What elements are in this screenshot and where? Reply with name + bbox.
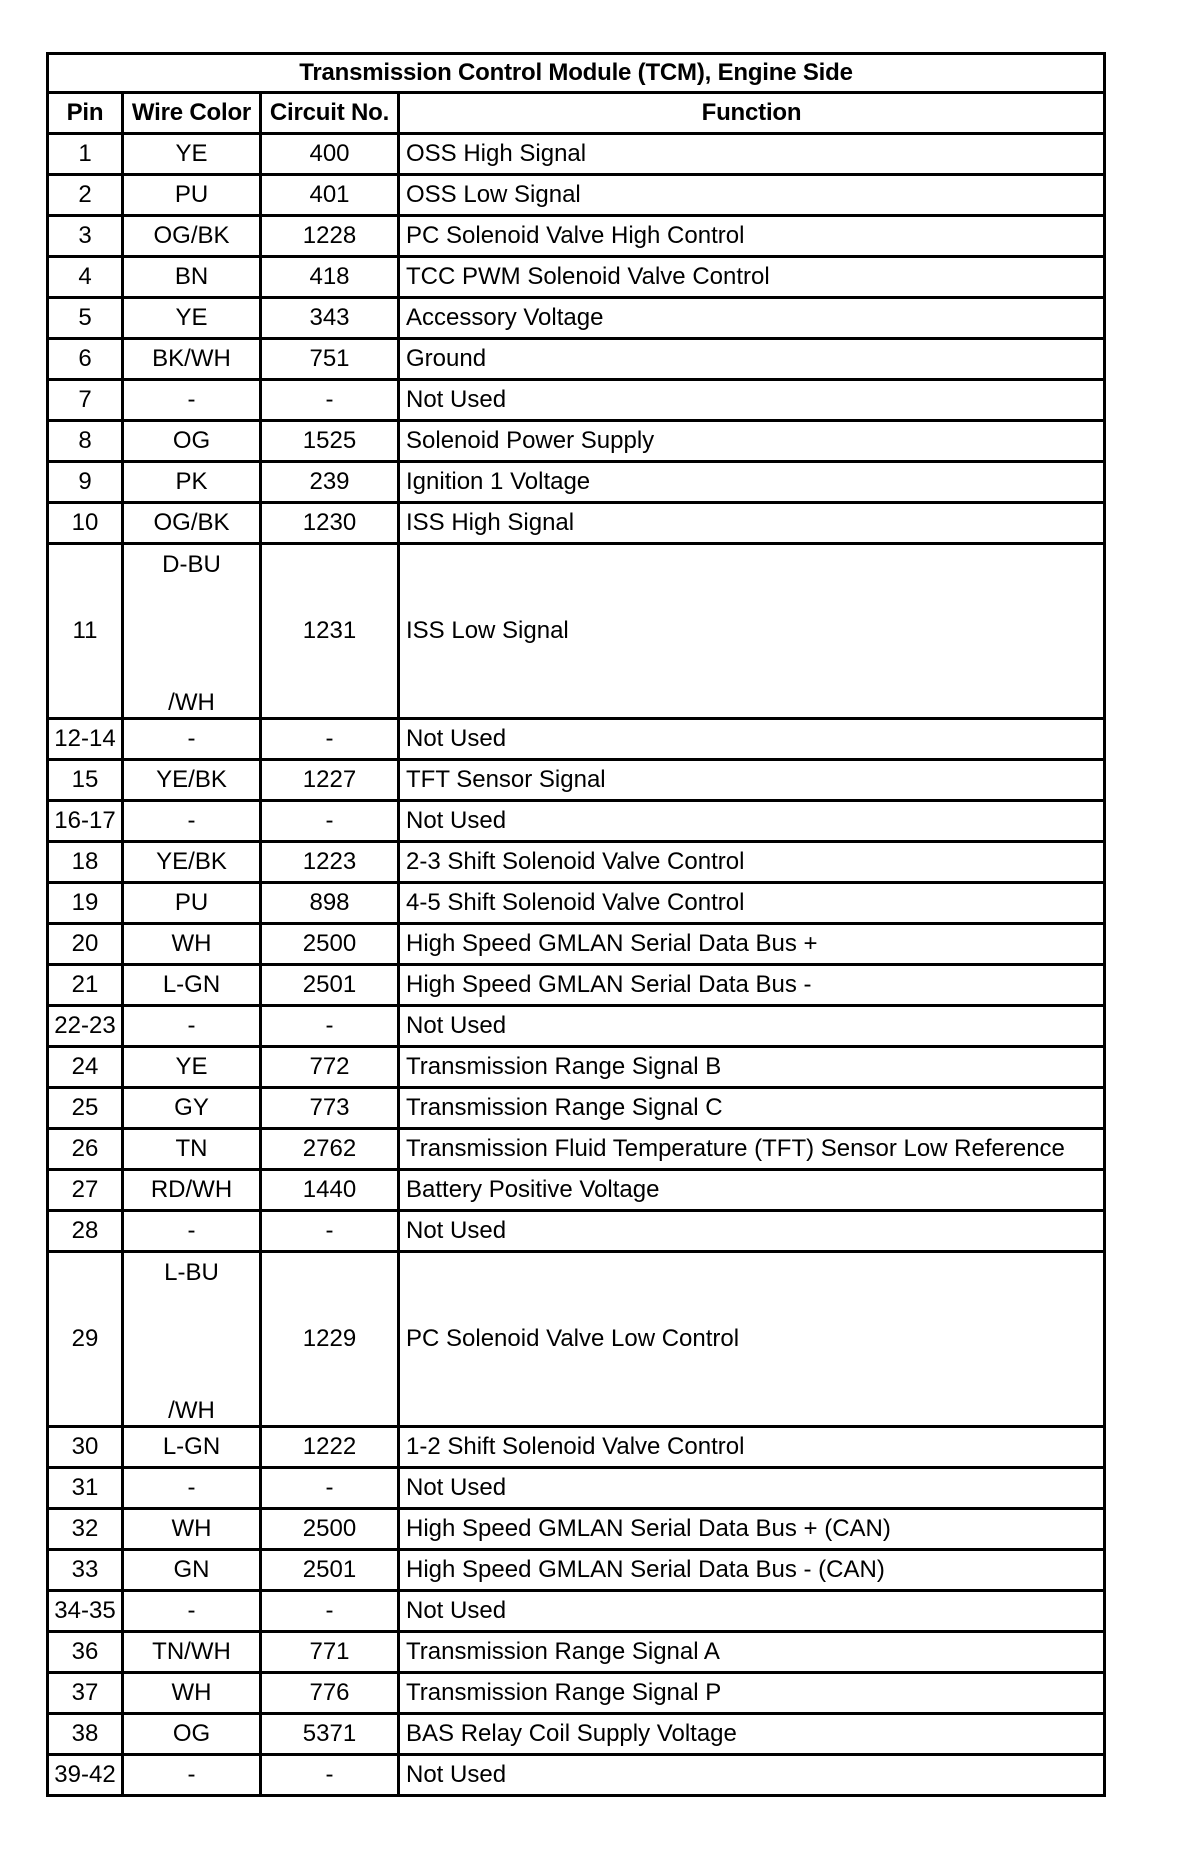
wire-color-cell: - bbox=[123, 380, 261, 421]
table-row bbox=[48, 1252, 1105, 1427]
wire-color-cell: GY bbox=[123, 1088, 261, 1129]
pin-cell: 15 bbox=[48, 760, 123, 801]
wire-color-cell: WH bbox=[123, 1673, 261, 1714]
table-row bbox=[48, 134, 1105, 175]
header-circuit-no: Circuit No. bbox=[261, 93, 399, 134]
pin-cell: 39-42 bbox=[48, 1755, 123, 1796]
pin-cell: 24 bbox=[48, 1047, 123, 1088]
wire-color-cell: PK bbox=[123, 462, 261, 503]
table-row bbox=[48, 1170, 1105, 1211]
function-cell: High Speed GMLAN Serial Data Bus + (CAN) bbox=[399, 1509, 1105, 1550]
function-cell: TFT Sensor Signal bbox=[399, 760, 1105, 801]
wire-color-cell: WH bbox=[123, 1509, 261, 1550]
function-cell: Not Used bbox=[399, 1591, 1105, 1632]
table-row bbox=[48, 1047, 1105, 1088]
wire-color-cell: - bbox=[123, 1211, 261, 1252]
function-cell: Not Used bbox=[399, 1006, 1105, 1047]
function-cell: PC Solenoid Valve Low Control bbox=[399, 1252, 1105, 1427]
table-row bbox=[48, 1755, 1105, 1796]
wire-color-cell: YE bbox=[123, 298, 261, 339]
function-cell: High Speed GMLAN Serial Data Bus - bbox=[399, 965, 1105, 1006]
wire-color-cell: PU bbox=[123, 883, 261, 924]
pin-cell: 31 bbox=[48, 1468, 123, 1509]
pin-cell: 20 bbox=[48, 924, 123, 965]
function-cell: Battery Positive Voltage bbox=[399, 1170, 1105, 1211]
circuit-no-cell: 1229 bbox=[261, 1252, 399, 1427]
circuit-no-cell: 1440 bbox=[261, 1170, 399, 1211]
circuit-no-cell: 2500 bbox=[261, 1509, 399, 1550]
function-cell: ISS High Signal bbox=[399, 503, 1105, 544]
pin-cell: 7 bbox=[48, 380, 123, 421]
function-cell: 1-2 Shift Solenoid Valve Control bbox=[399, 1427, 1105, 1468]
table-title: Transmission Control Module (TCM), Engine Side bbox=[48, 54, 1105, 93]
circuit-no-cell: 400 bbox=[261, 134, 399, 175]
circuit-no-cell: 773 bbox=[261, 1088, 399, 1129]
wire-color-cell: - bbox=[123, 1591, 261, 1632]
circuit-no-cell: - bbox=[261, 719, 399, 760]
circuit-no-cell: 772 bbox=[261, 1047, 399, 1088]
function-cell: High Speed GMLAN Serial Data Bus - (CAN) bbox=[399, 1550, 1105, 1591]
circuit-no-cell: 1231 bbox=[261, 544, 399, 719]
function-cell: TCC PWM Solenoid Valve Control bbox=[399, 257, 1105, 298]
pin-cell: 12-14 bbox=[48, 719, 123, 760]
table-row bbox=[48, 339, 1105, 380]
wire-color-cell: YE/BK bbox=[123, 842, 261, 883]
wire-color-cell: WH bbox=[123, 924, 261, 965]
table-row bbox=[48, 1211, 1105, 1252]
pin-cell: 25 bbox=[48, 1088, 123, 1129]
wire-color-cell: OG/BK bbox=[123, 216, 261, 257]
wire-color-cell: - bbox=[123, 719, 261, 760]
header-wire-color: Wire Color bbox=[123, 93, 261, 134]
pin-cell: 16-17 bbox=[48, 801, 123, 842]
pin-cell: 8 bbox=[48, 421, 123, 462]
function-cell: Solenoid Power Supply bbox=[399, 421, 1105, 462]
function-cell: Transmission Range Signal C bbox=[399, 1088, 1105, 1129]
pin-cell: 11 bbox=[48, 544, 123, 719]
pin-cell: 30 bbox=[48, 1427, 123, 1468]
circuit-no-cell: 1222 bbox=[261, 1427, 399, 1468]
pin-cell: 27 bbox=[48, 1170, 123, 1211]
circuit-no-cell: - bbox=[261, 380, 399, 421]
circuit-no-cell: 776 bbox=[261, 1673, 399, 1714]
pin-cell: 36 bbox=[48, 1632, 123, 1673]
function-cell: 4-5 Shift Solenoid Valve Control bbox=[399, 883, 1105, 924]
function-cell: Not Used bbox=[399, 1468, 1105, 1509]
table-row bbox=[48, 462, 1105, 503]
table-row bbox=[48, 503, 1105, 544]
pin-cell: 33 bbox=[48, 1550, 123, 1591]
circuit-no-cell: 751 bbox=[261, 339, 399, 380]
pin-cell: 2 bbox=[48, 175, 123, 216]
pin-cell: 34-35 bbox=[48, 1591, 123, 1632]
wire-color-cell: RD/WH bbox=[123, 1170, 261, 1211]
function-cell: Not Used bbox=[399, 1211, 1105, 1252]
circuit-no-cell: 343 bbox=[261, 298, 399, 339]
circuit-no-cell: - bbox=[261, 1591, 399, 1632]
wire-color-cell bbox=[123, 1252, 261, 1427]
circuit-no-cell: 1525 bbox=[261, 421, 399, 462]
function-cell: Not Used bbox=[399, 801, 1105, 842]
table-row bbox=[48, 1468, 1105, 1509]
function-cell: ISS Low Signal bbox=[399, 544, 1105, 719]
circuit-no-cell: 1230 bbox=[261, 503, 399, 544]
wire-color-cell: - bbox=[123, 1755, 261, 1796]
wire-color-cell: BK/WH bbox=[123, 339, 261, 380]
circuit-no-cell: 2501 bbox=[261, 965, 399, 1006]
function-cell: OSS High Signal bbox=[399, 134, 1105, 175]
wire-color-cell: OG bbox=[123, 421, 261, 462]
wire-color-cell: - bbox=[123, 1006, 261, 1047]
wire-color-cell: OG bbox=[123, 1714, 261, 1755]
table-row bbox=[48, 719, 1105, 760]
table-row bbox=[48, 544, 1105, 719]
pin-cell: 28 bbox=[48, 1211, 123, 1252]
table-row bbox=[48, 760, 1105, 801]
function-cell: BAS Relay Coil Supply Voltage bbox=[399, 1714, 1105, 1755]
function-cell: Ground bbox=[399, 339, 1105, 380]
header-function: Function bbox=[399, 93, 1105, 134]
function-cell: Transmission Range Signal P bbox=[399, 1673, 1105, 1714]
pin-cell: 10 bbox=[48, 503, 123, 544]
wire-color-top: D-BU bbox=[162, 551, 221, 578]
table-body bbox=[48, 134, 1105, 1796]
wire-color-cell: - bbox=[123, 801, 261, 842]
wire-color-bottom: /WH bbox=[168, 1397, 215, 1424]
header-pin: Pin bbox=[48, 93, 123, 134]
circuit-no-cell: 771 bbox=[261, 1632, 399, 1673]
table-row bbox=[48, 883, 1105, 924]
wire-color-top: L-BU bbox=[164, 1259, 219, 1286]
circuit-no-cell: 418 bbox=[261, 257, 399, 298]
wire-color-cell: GN bbox=[123, 1550, 261, 1591]
circuit-no-cell: 401 bbox=[261, 175, 399, 216]
pin-cell: 37 bbox=[48, 1673, 123, 1714]
pin-cell: 5 bbox=[48, 298, 123, 339]
circuit-no-cell: 1227 bbox=[261, 760, 399, 801]
pin-cell: 3 bbox=[48, 216, 123, 257]
circuit-no-cell: - bbox=[261, 1755, 399, 1796]
pin-cell: 4 bbox=[48, 257, 123, 298]
table-row bbox=[48, 421, 1105, 462]
table-row bbox=[48, 1006, 1105, 1047]
wire-color-cell: TN/WH bbox=[123, 1632, 261, 1673]
column-header-row bbox=[48, 93, 1105, 134]
function-cell: Not Used bbox=[399, 1755, 1105, 1796]
table-row bbox=[48, 1714, 1105, 1755]
circuit-no-cell: - bbox=[261, 801, 399, 842]
function-cell: Not Used bbox=[399, 719, 1105, 760]
circuit-no-cell: 2501 bbox=[261, 1550, 399, 1591]
table-row bbox=[48, 1550, 1105, 1591]
wire-color-cell: BN bbox=[123, 257, 261, 298]
table-row bbox=[48, 380, 1105, 421]
table-row bbox=[48, 842, 1105, 883]
circuit-no-cell: - bbox=[261, 1211, 399, 1252]
table-row bbox=[48, 216, 1105, 257]
table-row bbox=[48, 924, 1105, 965]
circuit-no-cell: 1228 bbox=[261, 216, 399, 257]
function-cell: Transmission Range Signal A bbox=[399, 1632, 1105, 1673]
table-row bbox=[48, 801, 1105, 842]
table-row bbox=[48, 1427, 1105, 1468]
circuit-no-cell: 1223 bbox=[261, 842, 399, 883]
wire-color-cell: - bbox=[123, 1468, 261, 1509]
function-cell: High Speed GMLAN Serial Data Bus + bbox=[399, 924, 1105, 965]
table-row bbox=[48, 257, 1105, 298]
function-cell: Not Used bbox=[399, 380, 1105, 421]
function-cell: 2-3 Shift Solenoid Valve Control bbox=[399, 842, 1105, 883]
function-cell: Accessory Voltage bbox=[399, 298, 1105, 339]
circuit-no-cell: - bbox=[261, 1468, 399, 1509]
circuit-no-cell: 898 bbox=[261, 883, 399, 924]
table-title-row bbox=[48, 54, 1105, 93]
circuit-no-cell: 2762 bbox=[261, 1129, 399, 1170]
table-row bbox=[48, 1632, 1105, 1673]
function-cell: Transmission Range Signal B bbox=[399, 1047, 1105, 1088]
wire-color-cell: YE bbox=[123, 1047, 261, 1088]
table-row bbox=[48, 1129, 1105, 1170]
wire-color-cell: L-GN bbox=[123, 965, 261, 1006]
pin-cell: 18 bbox=[48, 842, 123, 883]
table-row bbox=[48, 1673, 1105, 1714]
function-cell: Ignition 1 Voltage bbox=[399, 462, 1105, 503]
pin-cell: 19 bbox=[48, 883, 123, 924]
table-row bbox=[48, 965, 1105, 1006]
tcm-connector-table bbox=[46, 52, 1106, 1797]
wire-color-cell: YE/BK bbox=[123, 760, 261, 801]
pin-cell: 21 bbox=[48, 965, 123, 1006]
circuit-no-cell: 2500 bbox=[261, 924, 399, 965]
wire-color-cell: PU bbox=[123, 175, 261, 216]
function-cell: Transmission Fluid Temperature (TFT) Sensor Low Reference bbox=[399, 1129, 1105, 1170]
table-row bbox=[48, 298, 1105, 339]
circuit-no-cell: 5371 bbox=[261, 1714, 399, 1755]
wire-color-cell: TN bbox=[123, 1129, 261, 1170]
wire-color-cell: L-GN bbox=[123, 1427, 261, 1468]
pin-cell: 1 bbox=[48, 134, 123, 175]
table-row bbox=[48, 175, 1105, 216]
function-cell: OSS Low Signal bbox=[399, 175, 1105, 216]
circuit-no-cell: 239 bbox=[261, 462, 399, 503]
table-row bbox=[48, 1509, 1105, 1550]
pin-cell: 38 bbox=[48, 1714, 123, 1755]
pin-cell: 29 bbox=[48, 1252, 123, 1427]
pin-cell: 9 bbox=[48, 462, 123, 503]
function-cell: PC Solenoid Valve High Control bbox=[399, 216, 1105, 257]
table-row bbox=[48, 1088, 1105, 1129]
table-row bbox=[48, 1591, 1105, 1632]
circuit-no-cell: - bbox=[261, 1006, 399, 1047]
wire-color-cell: YE bbox=[123, 134, 261, 175]
wire-color-bottom: /WH bbox=[168, 689, 215, 716]
wire-color-cell bbox=[123, 544, 261, 719]
pin-cell: 32 bbox=[48, 1509, 123, 1550]
pin-cell: 26 bbox=[48, 1129, 123, 1170]
pin-cell: 6 bbox=[48, 339, 123, 380]
wire-color-cell: OG/BK bbox=[123, 503, 261, 544]
pin-cell: 22-23 bbox=[48, 1006, 123, 1047]
